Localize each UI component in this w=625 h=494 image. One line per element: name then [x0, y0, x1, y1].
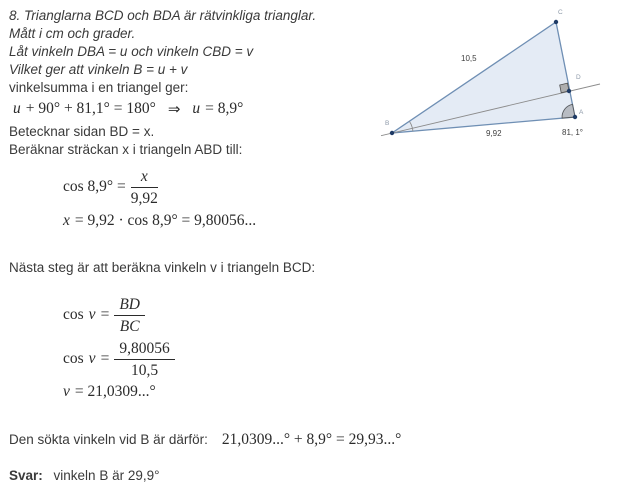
math-var-u: u — [13, 100, 21, 117]
math-angle-sum-body: + 90° + 81,1° = 180° — [25, 100, 156, 117]
side-ba-length-label: 9,92 — [486, 129, 502, 138]
calc-intro-line: Beräknar sträckan x i triangeln ABD till: — [9, 142, 243, 157]
conclusion-math: 21,0309...° + 8,9° = 29,93...° — [221, 431, 402, 449]
fraction-bd-over-bc — [114, 295, 145, 335]
answer-line — [9, 467, 460, 485]
math-x-result-body: = 9,92 · cos 8,9° = 9,80056... — [74, 212, 257, 230]
math-equals: = — [100, 306, 110, 324]
math-cos-lhs: cos 8,9° = — [63, 178, 126, 196]
fraction-denominator: BC — [119, 318, 140, 336]
vertex-label-d: D — [576, 74, 581, 81]
math-equals: = — [100, 350, 110, 368]
vertex-label-c: C — [558, 9, 563, 16]
math-var-u: u — [192, 100, 201, 117]
triangle-bca-shape — [392, 22, 575, 133]
fraction-numerator: 9,80056 — [114, 339, 174, 360]
notation-line: Betecknar sidan BD = x. — [9, 124, 155, 139]
angle-sum-rule-line: vinkelsumma i en triangel ger: — [9, 80, 189, 95]
math-var-v: v — [63, 383, 70, 401]
fraction-denominator: 10,5 — [130, 362, 159, 380]
point-b — [390, 131, 394, 135]
fraction-denominator: 9,92 — [130, 190, 158, 208]
math-v-result-body: = 21,0309...° — [74, 383, 156, 401]
math-angle-sum-result: = 8,9° — [205, 100, 244, 117]
equation-cos-v-values — [63, 339, 460, 379]
fraction-numerator: x — [131, 167, 158, 188]
angle-definition-line: Låt vinkeln DBA = u och vinkeln CBD = v — [9, 44, 254, 59]
math-var-v: v — [88, 350, 96, 368]
side-bc-length-label: 10,5 — [461, 54, 477, 63]
point-c — [554, 20, 558, 24]
equation-cos-v-ratio — [63, 295, 460, 335]
conclusion-line — [9, 431, 460, 449]
math-cos: cos — [63, 306, 84, 324]
math-cos: cos — [63, 350, 84, 368]
fraction-numerator: BD — [114, 295, 145, 316]
point-d — [567, 89, 571, 93]
angle-a-value-label: 81, 1° — [562, 128, 583, 137]
answer-text: vinkeln B är 29,9° — [53, 468, 160, 484]
angle-sum-definition-line: Vilket ger att vinkeln B = u + v — [9, 62, 188, 77]
equation-v-result — [63, 381, 460, 403]
fraction-980056-over-105 — [114, 339, 174, 379]
answer-label: Svar: — [9, 468, 43, 484]
math-var-v: v — [88, 306, 96, 324]
vertex-label-a: A — [579, 109, 584, 116]
implies-arrow: ⇒ — [167, 101, 181, 118]
conclusion-text: Den sökta vinkeln vid B är därför: — [9, 432, 208, 448]
point-a — [573, 115, 577, 119]
equation-x-result — [63, 210, 460, 232]
triangle-diagram — [380, 0, 625, 150]
next-step-line: Nästa steg är att beräkna vinkeln v i triangeln BCD: — [9, 260, 316, 276]
equation-cos-x — [63, 167, 460, 207]
math-var-x: x — [63, 212, 70, 230]
problem-statement-line: 8. Trianglarna BCD och BDA är rätvinkliga trianglar. — [9, 8, 317, 23]
vertex-label-b: B — [385, 120, 390, 127]
units-note-line: Mått i cm och grader. — [9, 26, 136, 41]
fraction-x-over-992 — [131, 167, 158, 207]
